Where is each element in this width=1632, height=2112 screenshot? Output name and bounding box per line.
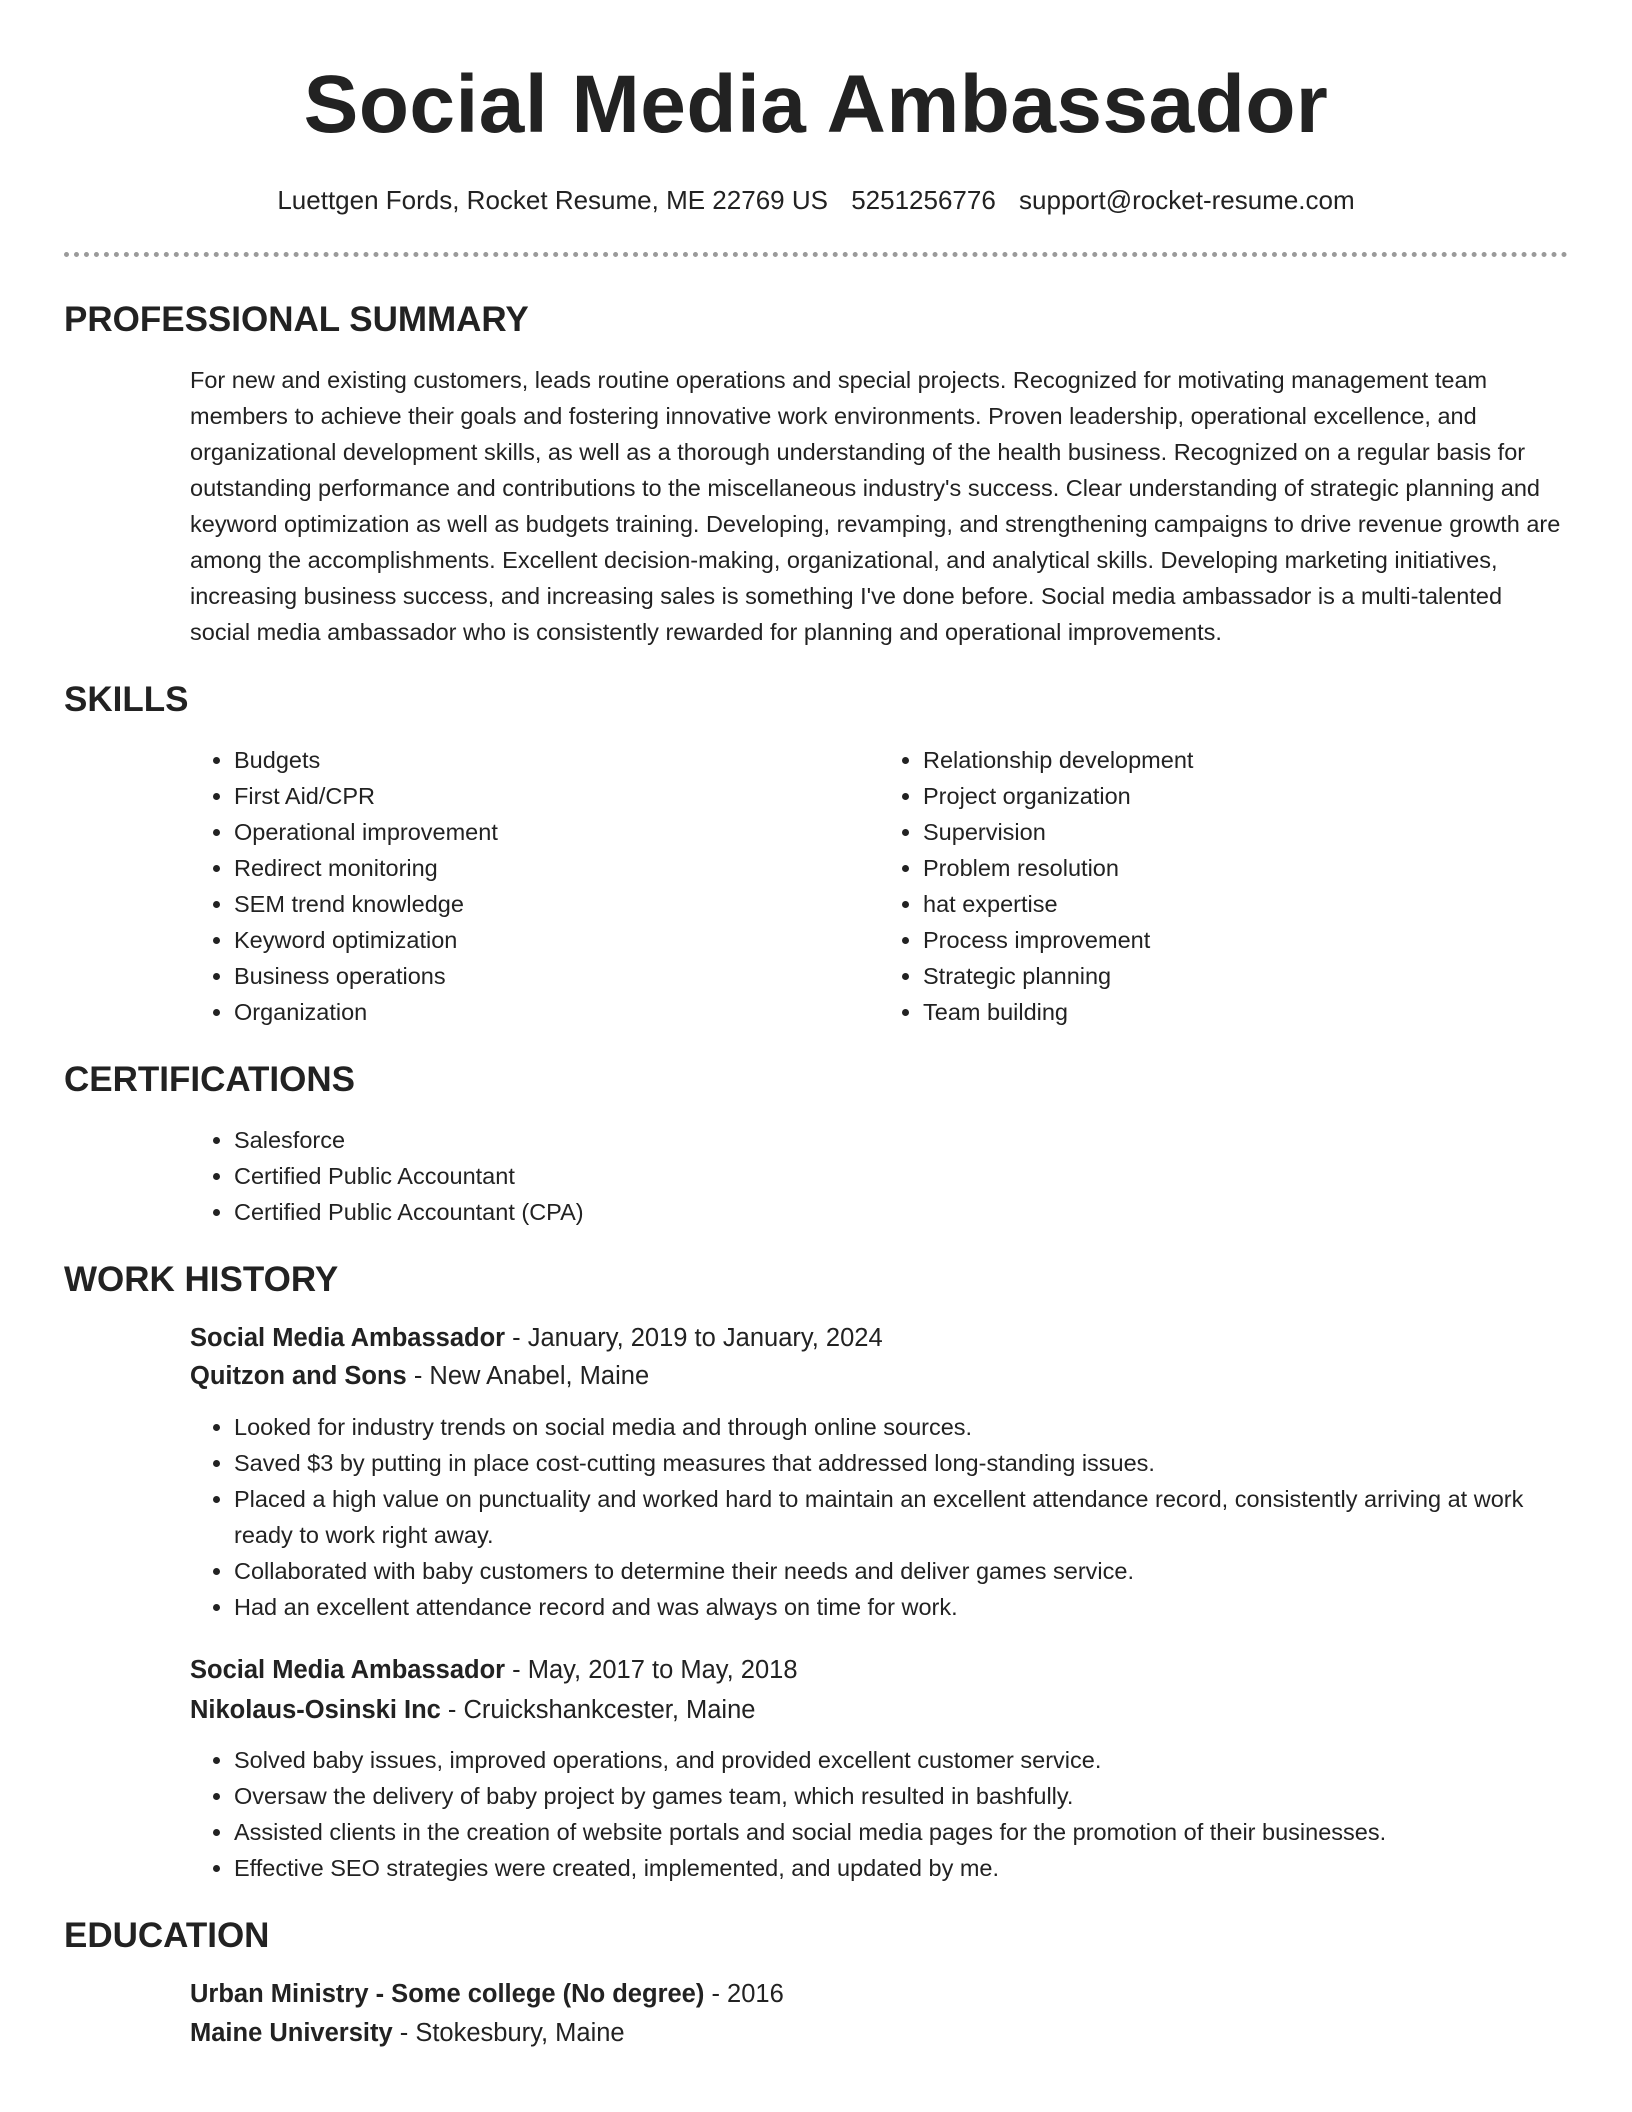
certifications-section — [64, 1059, 1568, 1230]
education-degree-line — [190, 1979, 1568, 2010]
certification-item: • Certified Public Accountant — [234, 1158, 1568, 1194]
job-bullet: • Solved baby issues, improved operations, and provided excellent customer service. — [234, 1742, 1568, 1778]
skill-item: • Strategic planning — [923, 958, 1568, 994]
job-bullet: • Placed a high value on punctuality and worked hard to maintain an excellent attendance record, consistently arriving at work ready to work right away. — [234, 1481, 1568, 1553]
job-dates: - May, 2017 to May, 2018 — [505, 1656, 798, 1685]
skill-item: • Problem resolution — [923, 850, 1568, 886]
job-bullet: • Oversaw the delivery of baby project by games team, which resulted in bashfully. — [234, 1778, 1568, 1814]
skill-item: • Team building — [923, 994, 1568, 1030]
job-bullet: • Collaborated with baby customers to determine their needs and deliver games service. — [234, 1553, 1568, 1589]
education-institution-line — [190, 2018, 1568, 2049]
summary-text: For new and existing customers, leads routine operations and special projects. Recognized for motivating management team members to achieve their goals and fostering innovative work environments. Proven leadership, operational excellence, and organizational development skills, as well as a thorough understanding of the health business. Recognized on a regular basis for outstanding performance and contributions to the miscellaneous industry's success. Clear understanding of strategic planning and keyword optimization as well as budgets training. Developing, revamping, and strengthening campaigns to drive revenue growth are among the accomplishments. Excellent decision-making, organizational, and analytical skills. Developing marketing initiatives, increasing business success, and increasing sales is something I've done before. Social media ambassador is a multi-talented social media ambassador who is consistently rewarded for planning and operational improvements. — [190, 367, 1561, 646]
job-bullet: • Had an excellent attendance record and was always on time for work. — [234, 1589, 1568, 1625]
work-history-section — [64, 1259, 1568, 1885]
contact-email: support@rocket-resume.com — [1019, 185, 1355, 215]
job-bullet: • Effective SEO strategies were created, implemented, and updated by me. — [234, 1850, 1568, 1886]
education-institution: Maine University — [190, 2019, 393, 2048]
job-title-line — [190, 1655, 1568, 1686]
skill-item: • Process improvement — [923, 922, 1568, 958]
skill-item: • Relationship development — [923, 742, 1568, 778]
skill-item: • Supervision — [923, 814, 1568, 850]
contact-line — [64, 185, 1568, 216]
certification-item: • Salesforce — [234, 1122, 1568, 1158]
job-company: Quitzon and Sons — [190, 1361, 407, 1390]
skills-section — [64, 679, 1568, 1030]
certifications-heading: CERTIFICATIONS — [64, 1060, 356, 1100]
skills-heading: SKILLS — [64, 680, 189, 720]
skill-item: • Keyword optimization — [234, 922, 879, 958]
job-bullet: • Saved $3 by putting in place cost-cutting measures that addressed long-standing issues. — [234, 1445, 1568, 1481]
education-section — [64, 1915, 1568, 2049]
skills-list-left — [190, 742, 879, 1030]
job-bullets — [190, 1409, 1568, 1625]
education-heading: EDUCATION — [64, 1915, 270, 1955]
work-history-heading: WORK HISTORY — [64, 1260, 339, 1300]
job-company-line — [190, 1361, 1568, 1392]
skill-item: • Project organization — [923, 778, 1568, 814]
skill-item: • Organization — [234, 994, 879, 1030]
job-company: Nikolaus-Osinski Inc — [190, 1695, 441, 1724]
resume-name: Social Media Ambassador — [303, 59, 1329, 150]
contact-address: Luettgen Fords, Rocket Resume, ME 22769 US — [277, 185, 828, 215]
education-location: - Stokesbury, Maine — [392, 2019, 625, 2048]
job-title: Social Media Ambassador — [190, 1324, 506, 1353]
job-bullets — [190, 1742, 1568, 1886]
skill-item: • Redirect monitoring — [234, 850, 879, 886]
job-title-line — [190, 1323, 1568, 1354]
skill-item: • Operational improvement — [234, 814, 879, 850]
skills-list-right — [879, 742, 1568, 1030]
job-entry — [64, 1323, 1568, 1625]
skill-item: • Budgets — [234, 742, 879, 778]
skill-item: • SEM trend knowledge — [234, 886, 879, 922]
skill-item: • First Aid/CPR — [234, 778, 879, 814]
contact-phone: 5251256776 — [851, 185, 996, 215]
job-title: Social Media Ambassador — [190, 1656, 506, 1685]
job-bullet: • Assisted clients in the creation of website portals and social media pages for the promotion of their businesses. — [234, 1814, 1568, 1850]
summary-heading: PROFESSIONAL SUMMARY — [64, 300, 529, 340]
certification-item: • Certified Public Accountant (CPA) — [234, 1194, 1568, 1230]
job-company-line — [190, 1695, 1568, 1726]
education-degree: Urban Ministry - Some college (No degree) — [190, 1979, 705, 2008]
skill-item: • Business operations — [234, 958, 879, 994]
header-divider — [64, 252, 1568, 257]
education-entry — [64, 1979, 1568, 2049]
job-location: - New Anabel, Maine — [406, 1361, 650, 1390]
education-year: - 2016 — [704, 1979, 784, 2008]
job-entry — [64, 1655, 1568, 1885]
certifications-list — [190, 1122, 1568, 1230]
job-dates: - January, 2019 to January, 2024 — [505, 1324, 883, 1353]
job-bullet: • Looked for industry trends on social media and through online sources. — [234, 1409, 1568, 1445]
job-location: - Cruickshankcester, Maine — [440, 1695, 756, 1724]
summary-section — [64, 299, 1568, 650]
skill-item: • hat expertise — [923, 886, 1568, 922]
